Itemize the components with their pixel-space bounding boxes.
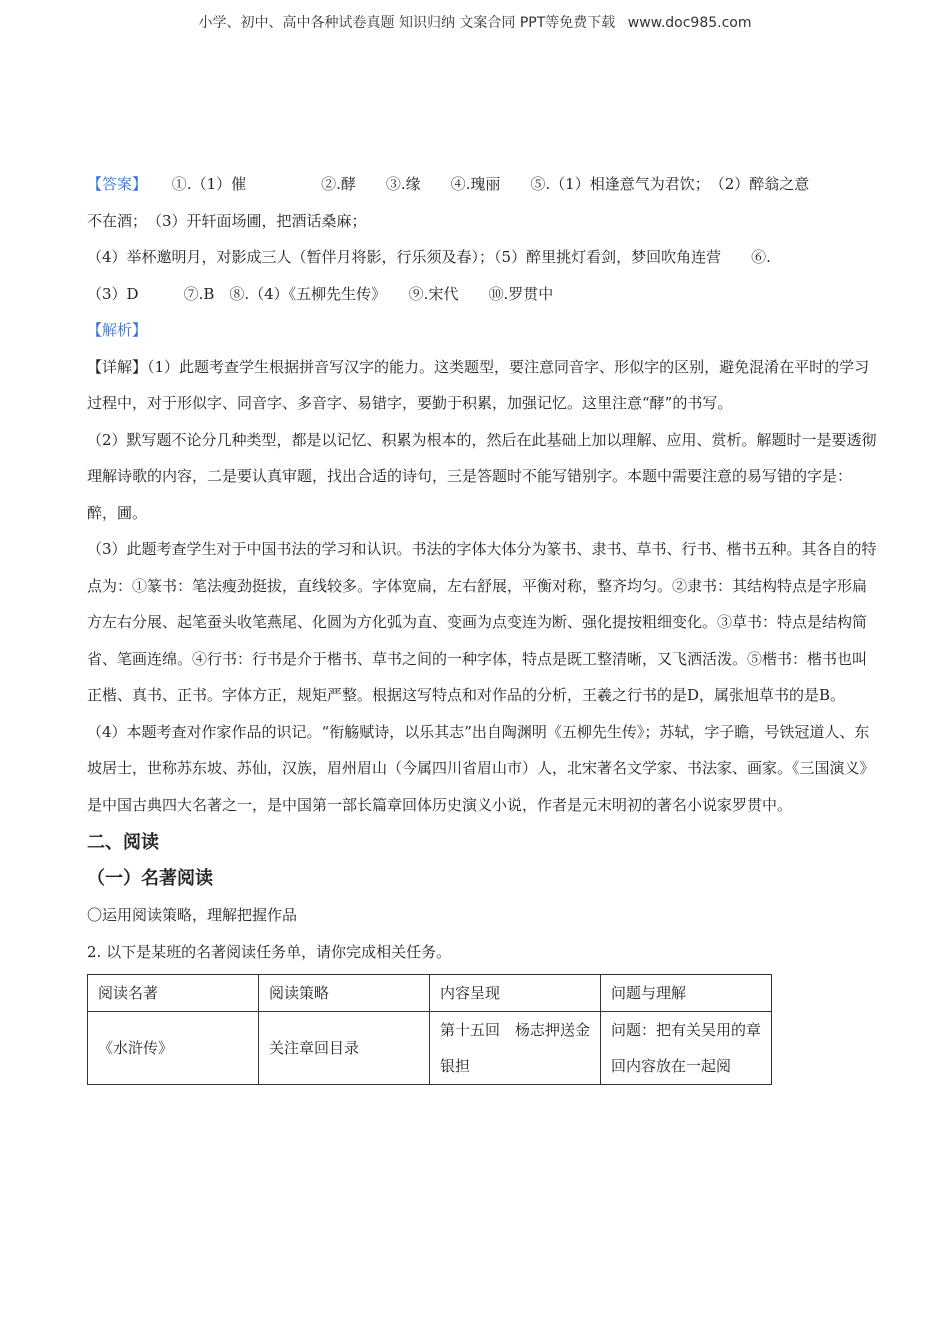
table-header-row [88,975,772,1012]
analysis-p4: （4）本题考查对作家作品的识记。“衔觞赋诗，以乐其志”出自陶渊明《五柳先生传》；苏轼，字子瞻，号铁冠道人、东坡居士，世称苏东坡、苏仙，汉族，眉州眉山（今属四川省眉山市）人，北宋著名文学家、书法家、画家。《三国演义》是中国古典四大名著之一，是中国第一部长篇章回体历史演义小说，作者是元末明初的著名小说家罗贯中。 [87,722,875,814]
answer-line-2: 不在酒； （3）开轩面场圃，把酒话桑麻； [87,211,367,230]
strategy-line: 〇运用阅读策略，理解把握作品 [87,906,298,924]
analysis-p1-text: （1）此题考查学生根据拼音写汉字的能力。这类题型，要注意同音字、形似字的区别，避免混淆在平时的学习过程中，对于形似字、同音字、多音字、易错字，要勤于积累，加强记忆。这里注意“酵”的书写。 [87,357,870,412]
document-body [87,166,877,1085]
analysis-p2: （2）默写题不论分几种类型，都是以记忆、积累为根本的，然后在此基础上加以理解、应用、赏析。解题时一是要透彻理解诗歌的内容，二是要认真审题，找出合适的诗句，三是答题时不能写错别字。本题中需要注意的易写错的字是：醉，圃。 [87,430,877,522]
analysis-p3: （3）此题考查学生对于中国书法的学习和认识。书法的字体大体分为篆书、隶书、草书、行书、楷书五种。其各自的特点为：①篆书：笔法瘦劲挺拔，直线较多。字体宽扁，左右舒展，平衡对称，整齐均匀。②隶书：其结构特点是字形扁方左右分展、起笔蚕头收笔燕尾、化圆为方化弧为直、变画为点变连为断、强化提按粗细变化。③草书：特点是结构简省、笔画连绵。④行书：行书是介于楷书、草书之间的一种字体，特点是既工整清晰，又飞洒活泼。⑤楷书：楷书也叫正楷、真书、正书。字体方正，规矩严整。根据这写特点和对作品的分析，王羲之行书的是D，属张旭草书的是B。 [87,540,877,704]
analysis-label: 【解析】 [87,321,148,339]
section-subtitle: （一）名著阅读 [87,868,213,889]
table-cell: 关注章回目录 [259,1012,430,1085]
answer-line-4: （3）D ⑦.B ⑧.（4）《五柳先生传》 ⑨.宋代 ⑩.罗贯中 [87,284,554,303]
page-header [0,12,950,32]
answer-text-1: ①.（1）催 ②.酵 ③.缘 ④.瑰丽 ⑤.（1）相逢意气为君饮； （2）醉翁之意 [171,175,810,193]
reading-task-table [87,974,772,1085]
answer-line-3: （4）举杯邀明月，对影成三人（暂伴月将影，行乐须及春）；（5）醉里挑灯看剑，梦回吹角连营 ⑥. [87,248,771,266]
section-title: 二、阅读 [87,832,159,853]
detail-label: 【详解】 [87,357,148,376]
table-header-cell: 阅读策略 [259,975,430,1012]
answer-line-1 [87,166,877,203]
table-header-cell: 阅读名著 [88,975,259,1012]
answer-label: 【答案】 [87,175,148,193]
table-header-cell: 内容呈现 [430,975,601,1012]
table-row [88,1012,772,1085]
question-line: 2. 以下是某班的名著阅读任务单，请你完成相关任务。 [87,942,452,961]
header-text: 小学、初中、高中各种试卷真题 知识归纳 文案合同 PPT等免费下载 [198,15,616,31]
table-cell: 问题：把有关吴用的章回内容放在一起阅 [601,1012,772,1085]
table-header-cell: 问题与理解 [601,975,772,1012]
header-url: www.doc985.com [627,15,752,31]
analysis-p1 [87,349,877,422]
table-cell: 《水浒传》 [88,1012,259,1085]
table-cell: 第十五回 杨志押送金银担 [430,1012,601,1085]
